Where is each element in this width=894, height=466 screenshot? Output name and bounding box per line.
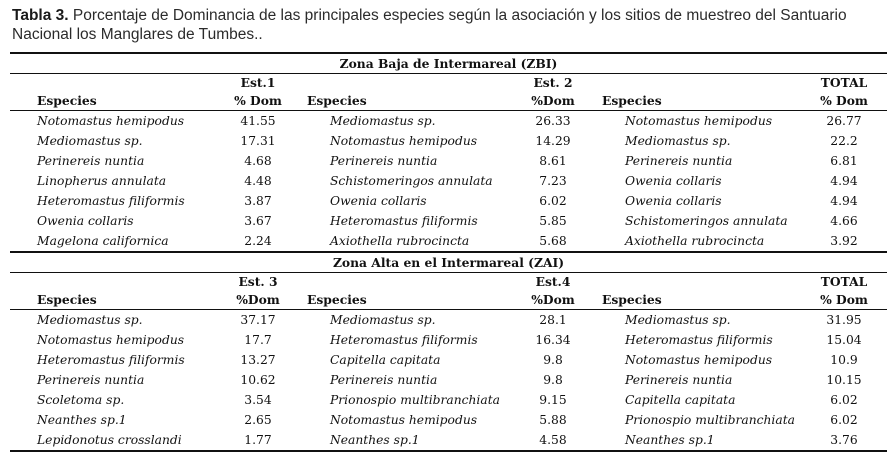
table-row: [10, 390, 887, 410]
dominance-cell: 3.87: [244, 194, 272, 208]
zbi-station-row: [10, 74, 887, 93]
species-cell: Magelona californica: [10, 231, 213, 252]
zbi-col-species-1: Especies: [10, 92, 213, 111]
species-cell: Perinereis nuntia: [37, 373, 145, 387]
zai-col-species-1: Especies: [10, 291, 213, 310]
caption-text: Porcentaje de Dominancia de las principales especies según la asociación y los sitios de muestreo del Santuario Nacional los Manglares de Tumbes..: [12, 7, 847, 43]
dominance-cell: 6.02: [830, 413, 858, 427]
table-row: [10, 370, 887, 390]
dominance-cell: 3.54: [244, 393, 272, 407]
species-cell: Notomastus hemipodus: [37, 114, 185, 128]
species-cell: Prionospio multibranchiata: [625, 413, 795, 427]
zbi-title: Zona Baja de Intermareal (ZBI): [10, 53, 887, 74]
zbi-col-dom-1: % Dom: [213, 92, 303, 111]
dominance-cell: 9.15: [539, 393, 567, 407]
species-cell: Mediomastus sp.: [625, 313, 731, 327]
table-row: [10, 211, 887, 231]
species-cell: Owenia collaris: [330, 194, 427, 208]
zai-col-dom-3: % Dom: [801, 291, 887, 310]
dominance-cell: 31.95: [826, 313, 862, 327]
species-cell: Mediomastus sp.: [330, 313, 436, 327]
dominance-cell: 7.23: [539, 174, 567, 188]
table-caption: [12, 6, 888, 44]
dominance-cell: 3.92: [801, 231, 887, 252]
dominance-cell: 41.55: [240, 114, 276, 128]
dominance-cell: 4.58: [508, 430, 598, 451]
species-cell: Mediomastus sp.: [625, 134, 731, 148]
species-cell: Neanthes sp.1: [598, 430, 801, 451]
zbi-col-species-3: Especies: [598, 92, 801, 111]
dominance-cell: 2.65: [244, 413, 272, 427]
zbi-title-row: [10, 53, 887, 74]
zai-body: [10, 310, 887, 452]
table-row: [10, 410, 887, 430]
dominance-cell: 22.2: [830, 134, 858, 148]
table-row: [10, 151, 887, 171]
species-cell: Schistomeringos annulata: [625, 214, 788, 228]
dominance-cell: 9.8: [543, 373, 563, 387]
species-cell: Owenia collaris: [37, 214, 134, 228]
dominance-cell: 28.1: [539, 313, 567, 327]
dominance-cell: 37.17: [240, 313, 276, 327]
zbi-body: [10, 111, 887, 253]
zbi-col-species-2: Especies: [303, 92, 508, 111]
table-row: [10, 310, 887, 331]
zai-station-4: Est.4: [535, 274, 571, 289]
species-cell: Heteromastus filiformis: [330, 214, 478, 228]
table-row: [10, 430, 887, 451]
species-cell: Heteromastus filiformis: [37, 353, 185, 367]
table-row: [10, 231, 887, 252]
zai-col-dom-2: %Dom: [508, 291, 598, 310]
species-cell: Heteromastus filiformis: [37, 194, 185, 208]
species-cell: Scoletoma sp.: [37, 393, 125, 407]
table-row: [10, 330, 887, 350]
dominance-cell: 17.31: [240, 134, 276, 148]
dominance-cell: 4.94: [830, 174, 858, 188]
species-cell: Heteromastus filiformis: [625, 333, 773, 347]
species-cell: Prionospio multibranchiata: [330, 393, 500, 407]
zai-col-species-2: Especies: [303, 291, 508, 310]
species-cell: Linopherus annulata: [37, 174, 167, 188]
species-cell: Schistomeringos annulata: [330, 174, 493, 188]
species-cell: Mediomastus sp.: [37, 134, 143, 148]
species-cell: Notomastus hemipodus: [625, 353, 773, 367]
dominance-cell: 15.04: [826, 333, 862, 347]
species-cell: Axiothella rubrocincta: [303, 231, 508, 252]
table-row: [10, 111, 887, 132]
dominance-cell: 4.48: [244, 174, 272, 188]
species-cell: Axiothella rubrocincta: [598, 231, 801, 252]
dominance-cell: 9.8: [543, 353, 563, 367]
dominance-cell: 14.29: [535, 134, 571, 148]
species-cell: Notomastus hemipodus: [330, 413, 478, 427]
zbi-col-dom-3: % Dom: [801, 92, 887, 111]
dominance-cell: 4.68: [244, 154, 272, 168]
species-cell: Neanthes sp.1: [303, 430, 508, 451]
species-cell: Mediomastus sp.: [330, 114, 436, 128]
zbi-station-1: Est.1: [240, 75, 276, 90]
species-cell: Perinereis nuntia: [330, 373, 438, 387]
species-cell: Capitella capitata: [330, 353, 441, 367]
dominance-cell: 26.77: [826, 114, 862, 128]
species-cell: Heteromastus filiformis: [330, 333, 478, 347]
dominance-cell: 3.67: [244, 214, 272, 228]
species-cell: Perinereis nuntia: [625, 373, 733, 387]
zai-station-3: Est. 3: [238, 274, 278, 289]
dominance-table: [10, 52, 887, 452]
zai-title-row: [10, 252, 887, 273]
species-cell: Neanthes sp.1: [37, 413, 127, 427]
dominance-cell: 10.15: [826, 373, 862, 387]
species-cell: Capitella capitata: [625, 393, 736, 407]
dominance-cell: 10.62: [240, 373, 276, 387]
table-row: [10, 131, 887, 151]
species-cell: Mediomastus sp.: [37, 313, 143, 327]
species-cell: Perinereis nuntia: [330, 154, 438, 168]
table-row: [10, 171, 887, 191]
zai-col-dom-1: %Dom: [213, 291, 303, 310]
table-row: [10, 191, 887, 211]
dominance-cell: 5.68: [508, 231, 598, 252]
zbi-station-total: TOTAL: [820, 75, 868, 90]
dominance-cell: 16.34: [535, 333, 571, 347]
zai-col-species-3: Especies: [598, 291, 801, 310]
dominance-cell: 2.24: [213, 231, 303, 252]
species-cell: Perinereis nuntia: [625, 154, 733, 168]
dominance-cell: 13.27: [240, 353, 276, 367]
zai-station-row: [10, 273, 887, 292]
zbi-header-row: [10, 92, 887, 111]
dominance-cell: 4.94: [830, 194, 858, 208]
species-cell: Owenia collaris: [625, 194, 722, 208]
dominance-cell: 8.61: [539, 154, 567, 168]
species-cell: Notomastus hemipodus: [330, 134, 478, 148]
dominance-cell: 5.85: [539, 214, 567, 228]
species-cell: Lepidonotus crosslandi: [10, 430, 213, 451]
dominance-cell: 6.81: [830, 154, 858, 168]
dominance-cell: 10.9: [830, 353, 858, 367]
zbi-station-2: Est. 2: [533, 75, 573, 90]
dominance-cell: 6.02: [539, 194, 567, 208]
zai-header-row: [10, 291, 887, 310]
dominance-cell: 3.76: [801, 430, 887, 451]
dominance-cell: 5.88: [539, 413, 567, 427]
species-cell: Notomastus hemipodus: [37, 333, 185, 347]
zai-title: Zona Alta en el Intermareal (ZAI): [10, 252, 887, 273]
dominance-cell: 6.02: [830, 393, 858, 407]
species-cell: Notomastus hemipodus: [625, 114, 773, 128]
zbi-col-dom-2: %Dom: [508, 92, 598, 111]
species-cell: Perinereis nuntia: [37, 154, 145, 168]
dominance-cell: 26.33: [535, 114, 571, 128]
dominance-cell: 17.7: [244, 333, 272, 347]
dominance-cell: 4.66: [830, 214, 858, 228]
species-cell: Owenia collaris: [625, 174, 722, 188]
caption-label: Tabla 3.: [12, 7, 69, 24]
dominance-cell: 1.77: [213, 430, 303, 451]
zai-station-total: TOTAL: [820, 274, 868, 289]
table-row: [10, 350, 887, 370]
